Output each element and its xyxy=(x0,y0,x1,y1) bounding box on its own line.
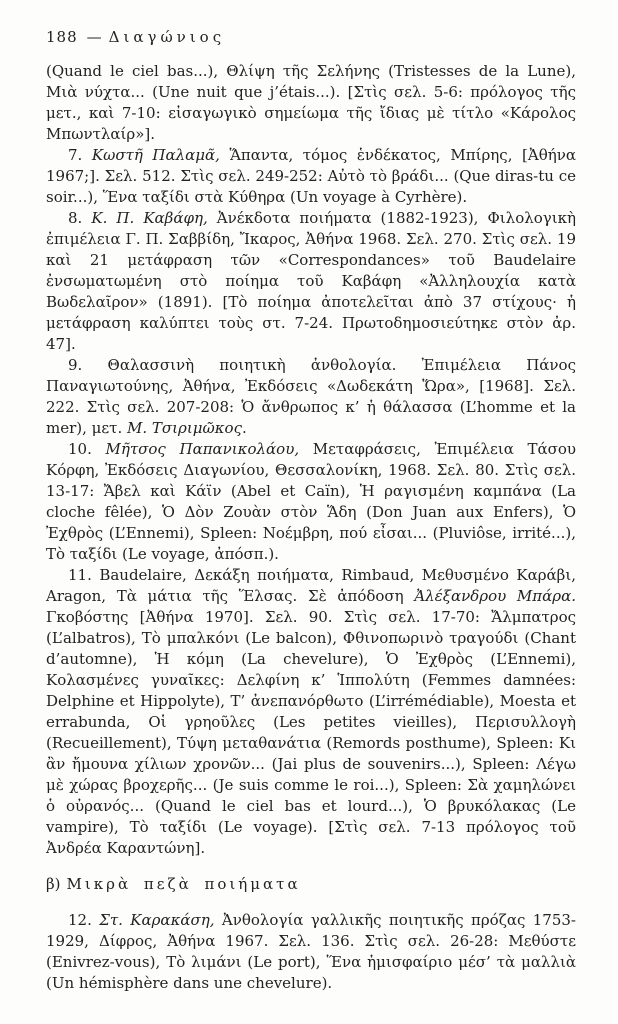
entry-text: Ἀνθολογία γαλλικῆς ποιητικῆς πρόζας 1753-1929, Δίφρος, Ἀθήνα 1967. Σελ. 136. Στὶς σελ. 26-28: Μεθύστε (Enivrez-vous), Τὸ λιμάνι (Le port), Ἕνα ἡμισφαίριο μέσ’ τὰ μαλλιὰ (Un hémisphère dans une chevelure). xyxy=(46,911,576,992)
page-number: 188 xyxy=(46,28,78,46)
section-heading-label: β) xyxy=(46,875,61,893)
entry-text: 9. Θαλασσινὴ ποιητικὴ ἀνθολογία. Ἐπιμέλεια Πάνος Παναγιωτούνης, Ἀθήνα, Ἐκδόσεις «Δωδεκάτη Ὥρα», [1968]. Σελ. 222. Στὶς σελ. 207-208: Ὁ ἄνθρωπος κ’ ἡ θάλασσα (L’homme et la mer), μετ. xyxy=(46,356,576,437)
header-separator: — xyxy=(86,28,102,46)
section-heading-b xyxy=(46,874,576,895)
entry-author-italic: Κωστῆ Παλαμᾶ, xyxy=(91,146,220,164)
entry-author-italic: Μ. Τσιριμῶκος xyxy=(127,419,242,437)
bibliography-entry-11 xyxy=(46,565,576,859)
entry-text: 7. xyxy=(68,146,92,164)
bibliography-entry-10 xyxy=(46,439,576,565)
section-heading-title: Μικρὰ πεζὰ ποιήματα xyxy=(66,875,301,893)
bibliography-entry-12 xyxy=(46,910,576,994)
entry-author-italic: Μῆτσος Παπανικολάου, xyxy=(105,440,300,458)
entry-text: (Quand le ciel bas...), Θλίψη τῆς Σελήνης (Tristesses de la Lune), Μιὰ νύχτα... (Une nuit que j’étais...). [Στὶς σελ. 5-6: πρόλογος τῆς μετ., καὶ 7-10: εἰσαγωγικὸ σημείωμα τῆς ἴδιας μὲ τίτλο «Κάρολος Μπωντλαίρ»]. xyxy=(46,62,576,143)
entry-author-italic: Στ. Καρακάση, xyxy=(99,911,215,929)
journal-title: Διαγώνιος xyxy=(108,28,226,46)
entry-text: 10. xyxy=(68,440,106,458)
entry-text: 12. xyxy=(68,911,100,929)
entry-text: Γκοβόστης [Ἀθήνα 1970]. Σελ. 90. Στὶς σελ. 17-70: Ἄλμπατρος (L’albatros), Τὸ μπαλκόνι (Le balcon), Φθινοπωρινὸ τραγούδι (Chant d’automne), Ἡ κόμη (La chevelure), Ὁ Ἐχθρὸς (L’Ennemi), Κολασμένες γυναῖκες: Δελφίνη κ’ Ἱππολύτη (Femmes damnées: Delphine et Hippolyte), Τ’ ἀνεπανόρθωτο (L’irrémédiable), Moesta et errabunda, Οἱ γρηοῦλες (Les petites vieilles), Περισυλλογὴ (Recueillement), Τύψη μεταθανάτια (Remords posthume), Spleen: Κι ἂν ἤμουνα χίλιων χρονῶν... (Jai plus de souvenirs...), Spleen: Λέγω μὲ χώρας βροχερῆς... (Je suis comme le roi...), Spleen: Σὰ χαμηλώνει ὁ οὐρανός... (Quand le ciel bas et lourd...), Ὁ βρυκόλακας (Le vampire), Τὸ ταξίδι (Le voyage). [Στὶς σελ. 7-13 πρόλογος τοῦ Ἀνδρέα Καραντώνη]. xyxy=(46,608,576,857)
bibliography-entry-9 xyxy=(46,355,576,439)
entry-author-italic: Ἀλέξανδρου Μπάρα. xyxy=(414,587,576,605)
entry-text: Ἅπαντα, τόμος ἑνδέκατος, Μπίρης, [Ἀθήνα 1967;]. Σελ. 512. Στὶς σελ. 249-252: Αὐτὸ τὸ βράδι... (Que diras-tu ce soir...), Ἕνα ταξίδι στὰ Κύθηρα (Un voyage à Cyrhère). xyxy=(46,146,576,206)
entry-text: 8. xyxy=(68,209,92,227)
entry-author-italic: Κ. Π. Καβάφη, xyxy=(91,209,208,227)
entry-text: Ἀνέκδοτα ποιήματα (1882-1923), Φιλολογικὴ ἐπιμέλεια Γ. Π. Σαββίδη, Ἴκαρος, Ἀθήνα 1968. Σελ. 270. Στὶς σελ. 19 καὶ 21 μετάφραση τῶν «Correspondances» τοῦ Baudelaire ἐνσωματωμένη στὸ ποίημα τοῦ Καβάφη «Ἀλληλουχία κατὰ Βωδελαῖρον» (1891). [Τὸ ποίημα ἀποτελεῖται ἀπὸ 37 στίχους· ἡ μετάφραση καλύπτει τοὺς στ. 7-24. Πρωτοδημοσιεύτηκε στὸν ἀρ. 47]. xyxy=(46,209,576,353)
page-header xyxy=(46,27,576,48)
entry-text: 11. Baudelaire, Δεκάξη ποιήματα, Rimbaud, Μεθυσμένο Καράβι, Aragon, Τὰ μάτια τῆς Ἕλσας. Σὲ ἀπόδοση xyxy=(46,566,576,605)
entry-text: Μεταφράσεις, Ἐπιμέλεια Τάσου Κόρφη, Ἐκδόσεις Διαγωνίου, Θεσσαλονίκη, 1968. Σελ. 80. Στὶς σελ. 13-17: Ἄβελ καὶ Κάϊν (Abel et Caïn), Ἡ ραγισμένη καμπάνα (La cloche fêlée), Ὁ Δὸν Ζουὰν στὸν Ἅδη (Don Juan aux Enfers), Ὁ Ἐχθρὸς (L’Ennemi), Spleen: Νοέμβρη, πού εἶσαι... (Pluviôse, irrité...), Τὸ ταξίδι (Le voyage, ἀπόσπ.). xyxy=(46,440,577,563)
bibliography-entry-7 xyxy=(46,145,576,208)
entry-text: . xyxy=(241,419,247,437)
bibliography-entry-8 xyxy=(46,208,576,355)
text-content xyxy=(46,61,576,994)
continuation-paragraph xyxy=(46,61,576,145)
